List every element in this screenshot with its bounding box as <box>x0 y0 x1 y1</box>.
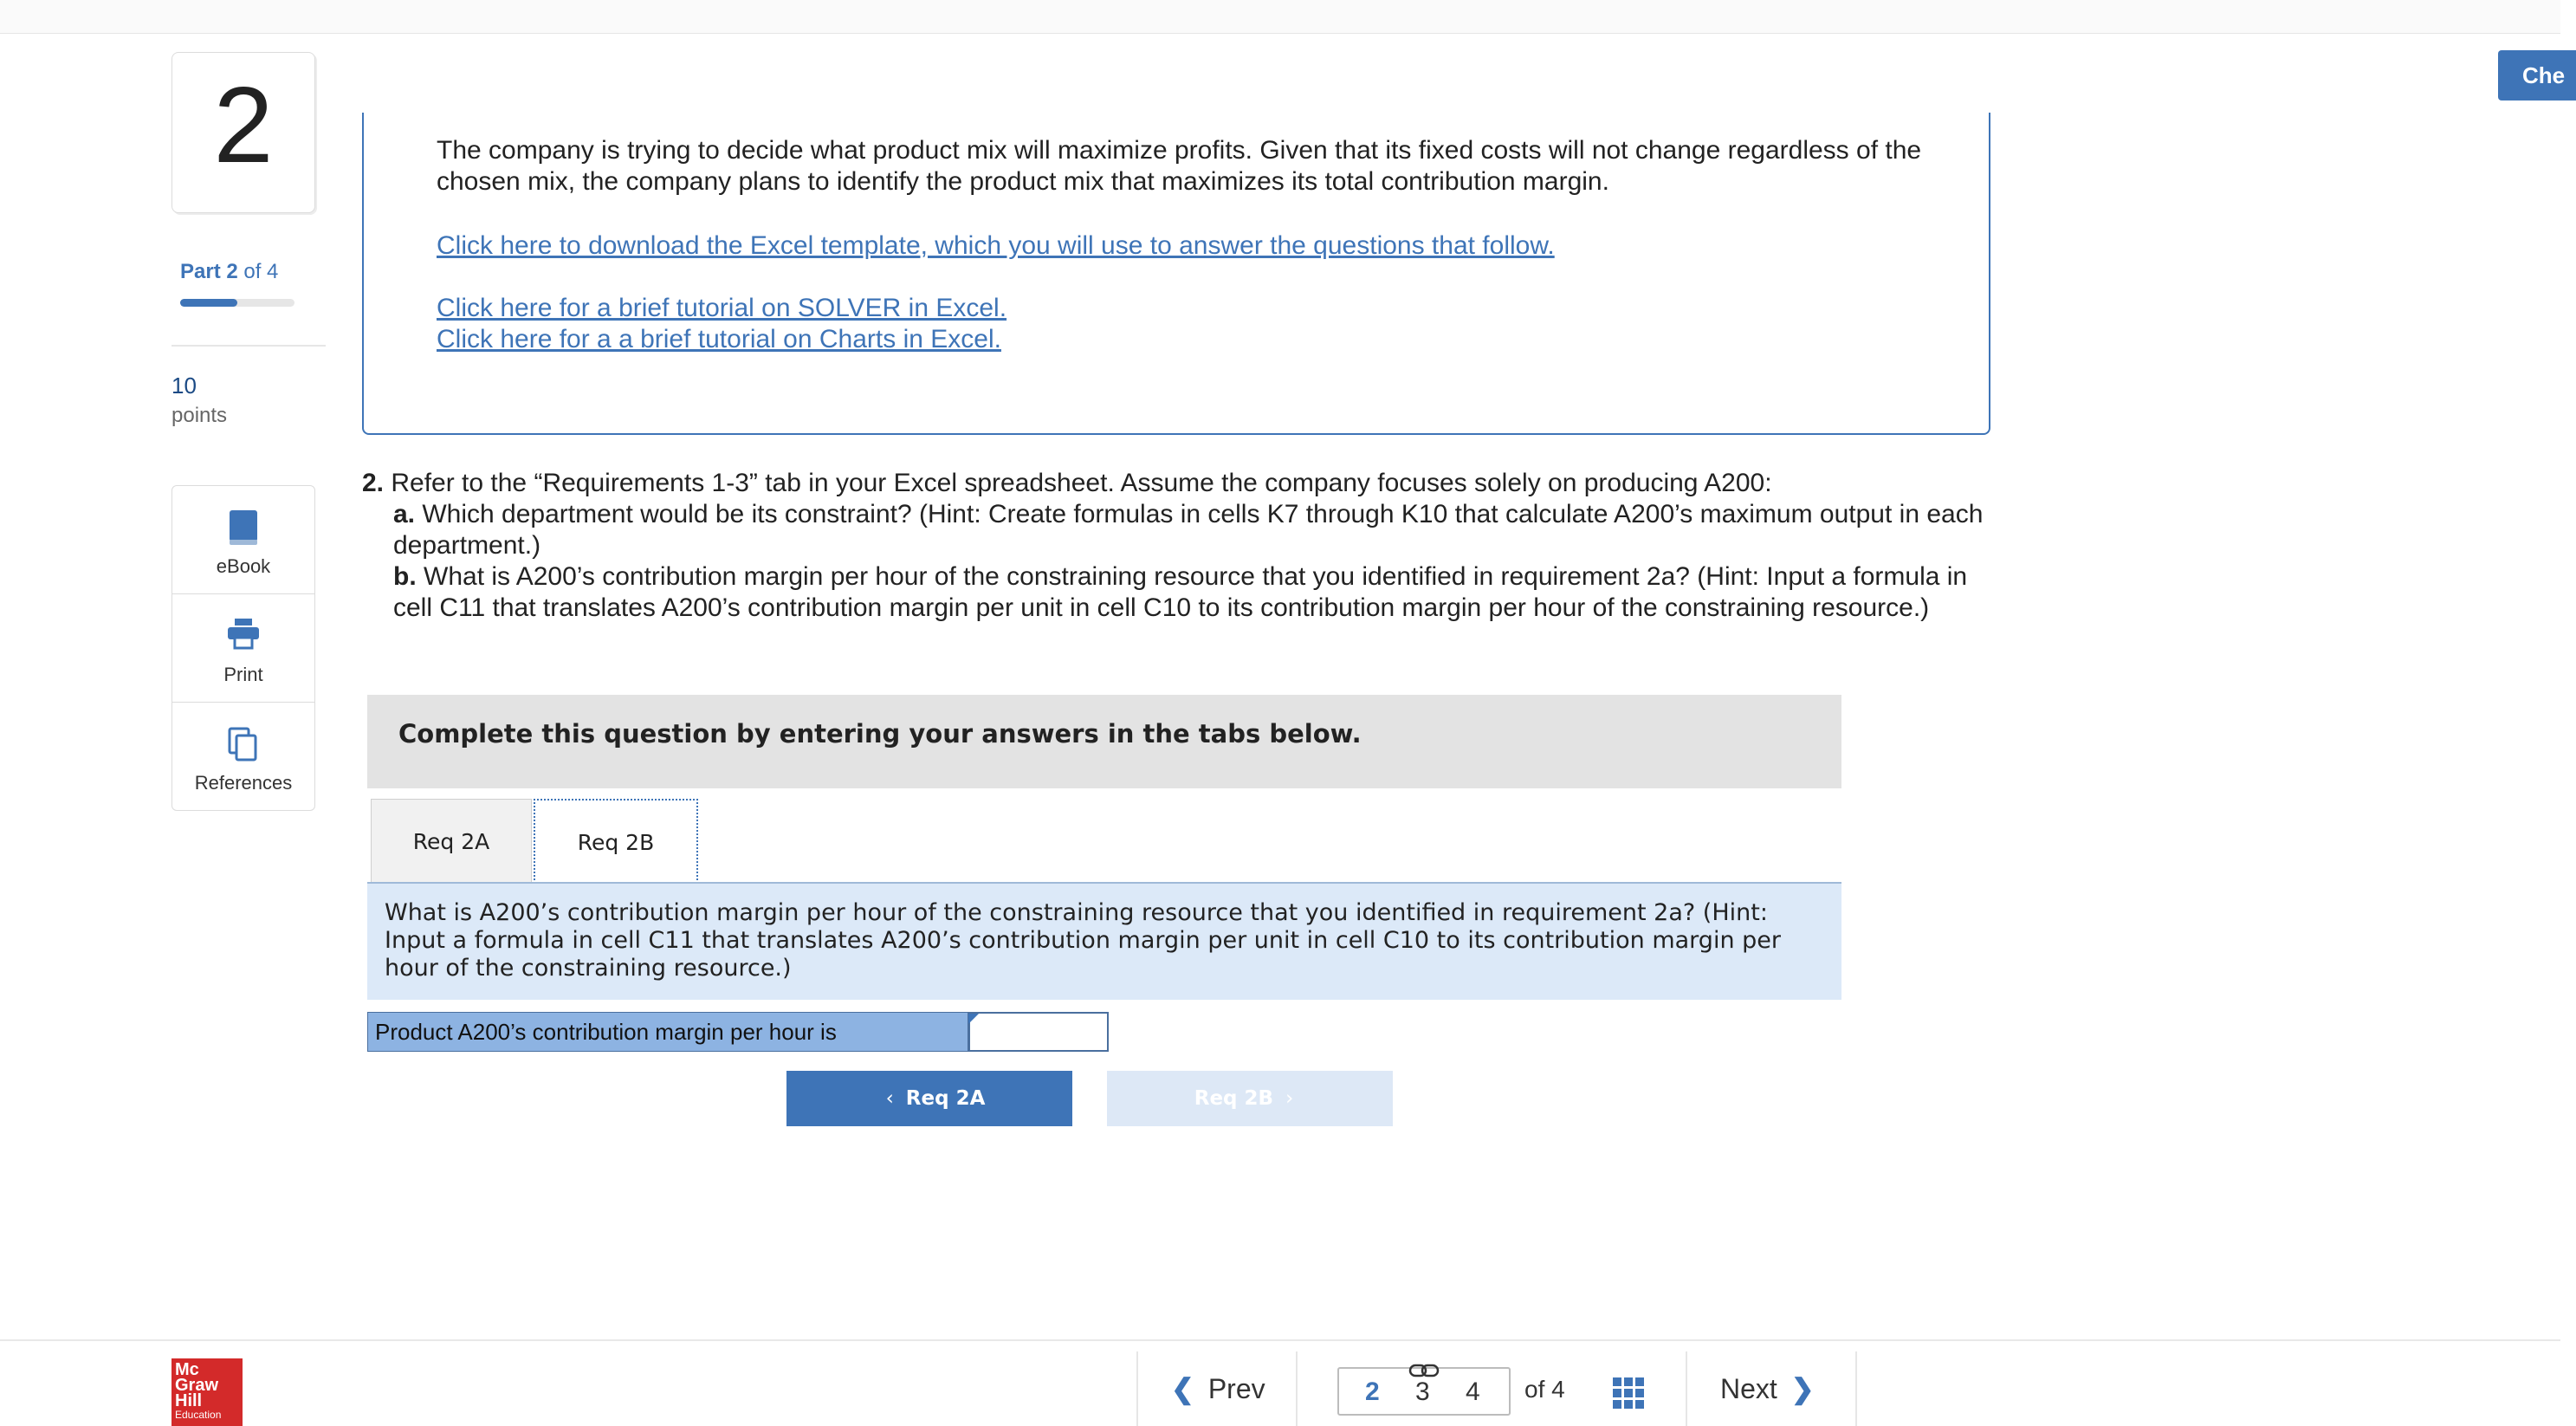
instructions-bar <box>367 695 1841 788</box>
ebook-button[interactable] <box>172 486 314 594</box>
page-4-button[interactable]: 4 <box>1466 1377 1480 1406</box>
next-question-label: Next <box>1720 1373 1777 1404</box>
logo-line-3: Hill <box>175 1391 203 1410</box>
printer-icon <box>226 617 261 651</box>
chevron-right-icon: › <box>1285 1087 1294 1110</box>
next-question-button[interactable] <box>1720 1372 1815 1405</box>
prev-req-button[interactable] <box>786 1071 1072 1126</box>
input-marker-icon <box>968 1014 979 1024</box>
solver-tutorial-link[interactable]: Click here for a brief tutorial on SOLVER in Excel. <box>437 294 1007 322</box>
instructions-text: Complete this question by entering your answers in the tabs below. <box>398 719 1362 749</box>
references-button[interactable] <box>172 703 314 810</box>
scenario-text: The company is trying to decide what product mix will maximize profits. Given that its fixed costs will not change regardless of the chosen mix, the company plans to identify the product mix that maximizes its total contribution margin. <box>437 136 1922 196</box>
pager-separator <box>1686 1351 1687 1426</box>
grid-icon[interactable] <box>1613 1377 1644 1409</box>
requirement-panel <box>367 884 1841 1000</box>
question-text <box>362 468 2008 624</box>
question-number-card <box>172 52 315 213</box>
part-current: Part 2 <box>180 260 238 283</box>
page-3-button[interactable]: 3 <box>1415 1377 1430 1406</box>
question-intro-text: Refer to the “Requirements 1-3” tab in your Excel spreadsheet. Assume the company focuses solely on producing A200: <box>384 469 1772 497</box>
copy-icon <box>226 725 261 763</box>
tools-panel <box>172 485 315 811</box>
print-label: Print <box>223 664 263 685</box>
excel-template-link[interactable]: Click here to download the Excel template, which you will use to answer the questions that follow. <box>437 231 1555 260</box>
charts-tutorial-link[interactable]: Click here for a a brief tutorial on Charts in Excel. <box>437 325 1001 353</box>
references-label: References <box>194 772 293 794</box>
prev-question-label: Prev <box>1207 1373 1265 1404</box>
requirement-text: What is A200’s contribution margin per hour of the constraining resource that you identified in requirement 2a? (Hint: Input a formula in cell C11 that translates A200’s contribution margin per unit in cell C10 to its contribution margin per hour of the constraining resource.) <box>385 899 1781 982</box>
prev-question-button[interactable] <box>1171 1372 1265 1405</box>
logo-line-1: Mc <box>175 1360 199 1379</box>
book-icon <box>226 509 261 547</box>
tab-req-2a[interactable]: Req 2A <box>371 799 532 884</box>
logo-line-2: Graw <box>175 1376 219 1395</box>
part-total: of 4 <box>237 260 279 283</box>
contribution-margin-per-hour-input[interactable] <box>968 1012 1109 1052</box>
part-b-label: b. <box>393 562 417 591</box>
chevron-left-icon: ‹ <box>885 1087 894 1110</box>
logo-education: Education <box>175 1409 222 1421</box>
page-total: of 4 <box>1524 1376 1565 1403</box>
next-req-button[interactable] <box>1107 1071 1393 1126</box>
top-bar <box>0 0 2560 34</box>
question-number: 2 <box>213 66 274 185</box>
part-progress-fill <box>180 299 237 307</box>
page-2-button[interactable]: 2 <box>1365 1377 1380 1406</box>
pager-separator <box>1296 1351 1298 1426</box>
part-indicator <box>180 260 278 284</box>
points-value: 10 <box>172 373 197 399</box>
print-button[interactable] <box>172 594 314 703</box>
chevron-left-icon: ❮ <box>1171 1373 1194 1404</box>
prev-req-label: Req 2A <box>905 1087 986 1110</box>
chevron-right-icon: ❯ <box>1790 1373 1815 1404</box>
check-my-work-button[interactable]: Che <box>2498 50 2576 100</box>
part-progress-bar <box>180 299 294 307</box>
sidebar-divider <box>172 345 326 347</box>
part-b-text: What is A200’s contribution margin per hour of the constraining resource that you identified in requirement 2a? (Hint: Input a formula in cell C11 that translates A200’s contribution margin per unit in cell C10 to its contribution margin per hour of the constraining resource.) <box>393 562 1968 622</box>
ebook-label: eBook <box>216 555 271 577</box>
next-req-label: Req 2B <box>1194 1087 1274 1110</box>
tab-req-2b[interactable]: Req 2B <box>534 799 698 884</box>
question-intro <box>362 468 2008 499</box>
mcgraw-hill-logo <box>172 1358 243 1426</box>
part-a-label: a. <box>393 500 416 528</box>
points-label: points <box>172 404 228 427</box>
answer-label: Product A200’s contribution margin per hour is <box>367 1012 968 1052</box>
part-a-text: Which department would be its constraint? (Hint: Create formulas in cells K7 through K10 that calculate A200’s maximum output in each department.) <box>393 500 1984 560</box>
question-part-b <box>362 561 2008 624</box>
pager-separator <box>1855 1351 1857 1426</box>
question-part-a <box>362 499 2008 561</box>
question-number-label: 2. <box>362 469 385 497</box>
footer-divider <box>0 1339 2560 1341</box>
link-icon <box>1408 1362 1440 1381</box>
pager-separator <box>1136 1351 1138 1426</box>
